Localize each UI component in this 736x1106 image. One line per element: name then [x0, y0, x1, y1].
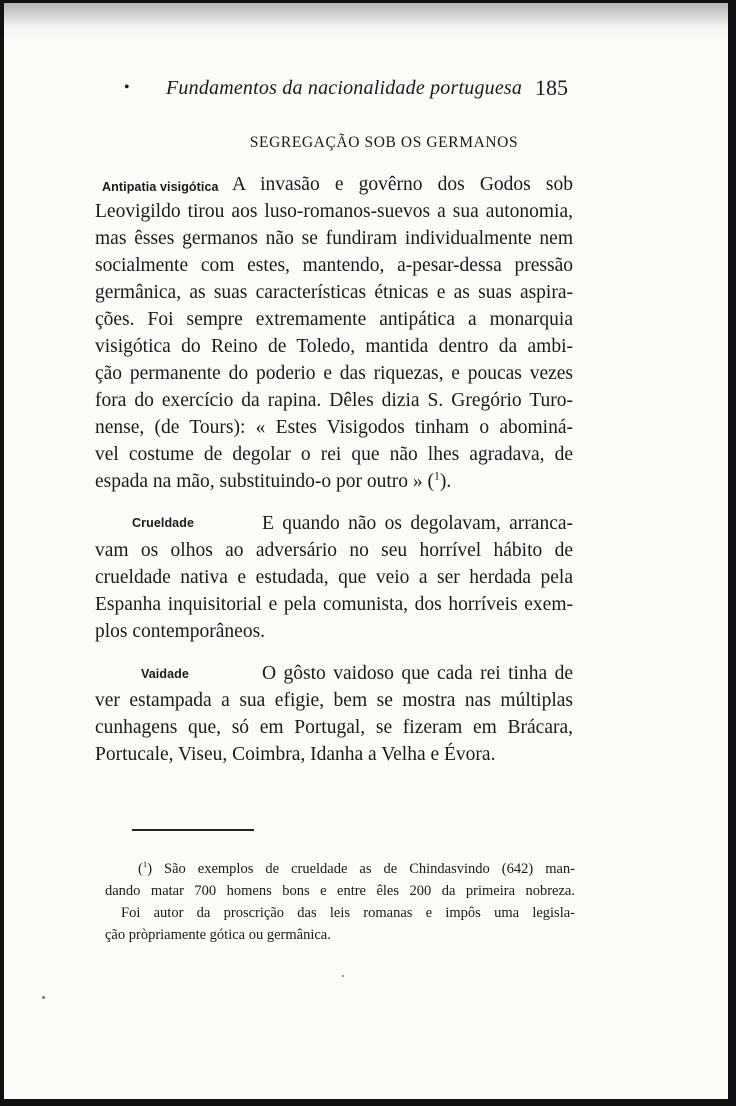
footnote-line: Foi autor da proscrição das leis romanas e impôs uma legisla- — [121, 905, 575, 921]
footnotes — [105, 858, 575, 946]
footnote-line: dando matar 700 homens bons e entre êles 200 da primeira nobreza. — [105, 883, 575, 899]
text-line: germânica, as suas características étnicas e as suas aspira- — [95, 282, 573, 303]
text-line: Portucale, Viseu, Coimbra, Idanha a Velha e Évora. — [95, 744, 496, 765]
footnote-line: ção pròpriamente gótica ou germânica. — [105, 927, 331, 943]
text-line: O gôsto vaidoso que cada rei tinha de — [262, 663, 573, 684]
footnote-line: ($^1$) São exemplos de crueldade as de Chindasvindo (642) man- — [138, 859, 575, 877]
text-line: visigótica do Reino de Toledo, mantida dentro da ambi- — [95, 336, 573, 357]
text-line: ções. Foi sempre extremamente antipática a monarquia — [95, 309, 573, 330]
text-line: mas êsses germanos não se fundiram individualmente nem — [95, 228, 573, 249]
text-line: plos contemporâneos. — [95, 621, 266, 642]
section-title: SEGREGAÇÃO SOB OS GERMANOS — [249, 134, 519, 151]
marginal-note-antipatia: Antipatia visigótica — [102, 180, 219, 194]
scan-shadow — [4, 3, 728, 43]
text-line: ver estampada a sua efigie, bem se mostra nas múltiplas — [95, 690, 573, 711]
paragraph-vaidade — [95, 660, 573, 768]
marginal-note-vaidade: Vaidade — [141, 667, 189, 681]
book-page — [4, 3, 728, 1099]
marginal-note-crueldade: Crueldade — [132, 516, 195, 530]
text-line: cunhagens que, só em Portugal, se fizeram em Brácara, — [95, 717, 573, 738]
text-line: Espanha inquisitorial e pela comunista, dos horríveis exem- — [95, 594, 573, 615]
header-mark: • — [124, 79, 130, 96]
text-line-body: espada na mão, substituindo-o por outro » ( — [95, 471, 435, 492]
footnote-marker: 1 — [142, 859, 148, 870]
text-line: Leovigildo tirou aos luso-romanos-suevos a sua autonomia, — [95, 201, 573, 222]
scan-speck — [42, 996, 45, 999]
text-line: vel costume de degolar o rei que não lhes agradava, de — [95, 444, 573, 465]
text-line: E quando não os degolavam, arranca- — [262, 513, 573, 534]
footnote-separator — [132, 829, 254, 831]
page-number: 185 — [535, 75, 568, 100]
paragraph-crueldade — [95, 510, 573, 645]
text-line: vam os olhos ao adversário no seu horrível hábito de — [95, 540, 573, 561]
footnote-text: ) São exemplos de crueldade as de Chindasvindo (642) man- — [147, 861, 575, 877]
scan-speck — [342, 975, 344, 977]
text-line: A invasão e govêrno dos Godos sob — [232, 174, 573, 195]
text-line: fora do exercício da rapina. Dêles dizia S. Gregório Turo- — [95, 390, 573, 411]
text-line: ção permanente do poderio e das riquezas, e poucas vezes — [95, 363, 573, 384]
paragraph-antipatia — [95, 171, 573, 495]
text-line: crueldade nativa e estudada, que veio a ser herdada pela — [95, 567, 573, 588]
page-header — [4, 73, 728, 103]
text-line-end: ). — [439, 471, 452, 492]
text-line: nense, (de Tours): « Estes Visigodos tinham o abominá- — [95, 417, 573, 438]
running-title: Fundamentos da nacionalidade portuguesa — [166, 77, 523, 99]
text-line: socialmente com estes, mantendo, a-pesar-dessa pressão — [95, 255, 573, 276]
text-line — [95, 468, 573, 495]
footnote-reference[interactable]: 1 — [434, 469, 440, 483]
